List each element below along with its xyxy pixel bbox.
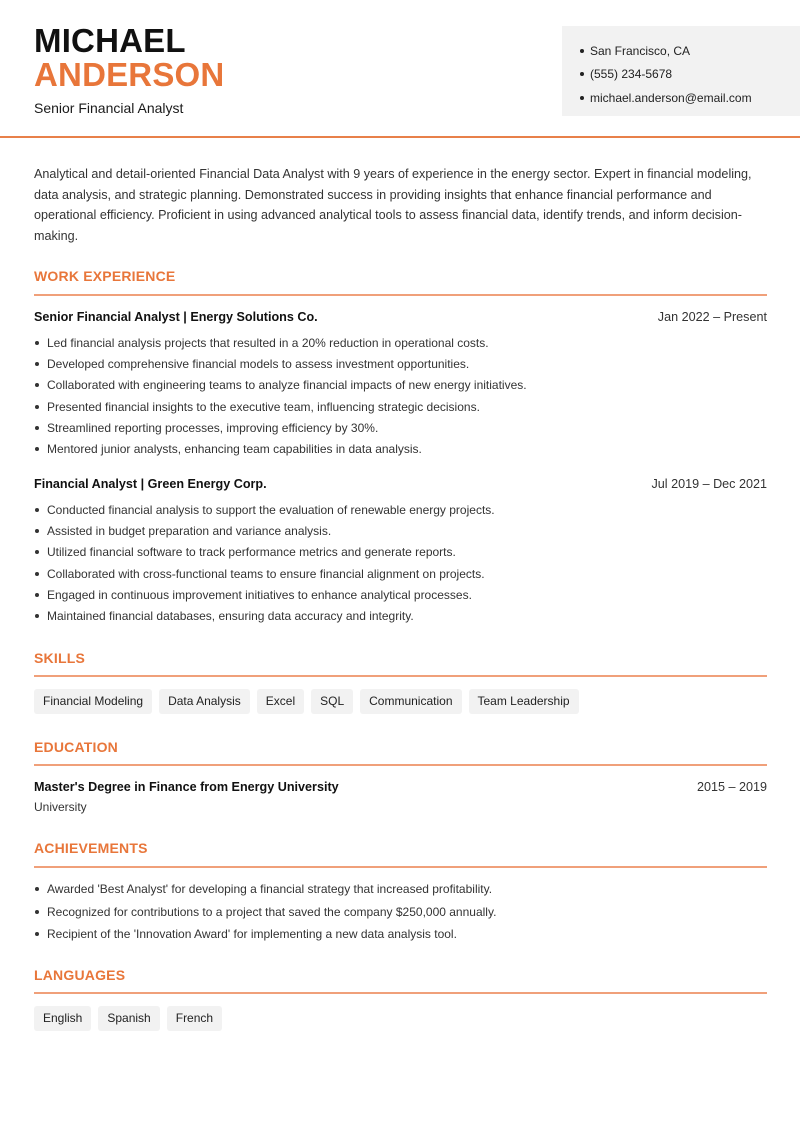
- professional-summary: Analytical and detail-oriented Financial Data Analyst with 9 years of experience in the energy sector. Expert in financial modeling, data analysis, and strategic planning. Demonstrated success in providing insights that enhance financial performance and operational efficiency. Proficient in using advanced analytical tools to assess financial data, identify trends, and inform decision-making.: [34, 167, 752, 243]
- section-divider: [34, 992, 767, 994]
- job-bullets: [34, 332, 767, 460]
- languages-list: [34, 1006, 222, 1031]
- skill-chip: Excel: [257, 689, 304, 714]
- bullet-text: Conducted financial analysis to support the evaluation of renewable energy projects.: [47, 502, 495, 517]
- job-dates: Jul 2019 – Dec 2021: [651, 477, 767, 491]
- education-header: [34, 780, 767, 794]
- language-chip: English: [34, 1006, 91, 1031]
- section-divider: [34, 294, 767, 296]
- bullet-icon: [580, 96, 584, 100]
- institution-name: University: [34, 800, 87, 814]
- contact-email: [580, 86, 800, 110]
- bullet-text: Collaborated with engineering teams to analyze financial impacts of new energy initiatives.: [47, 378, 527, 393]
- bullet-icon: [35, 508, 39, 512]
- contact-location: [580, 39, 800, 63]
- education-dates: 2015 – 2019: [696, 780, 767, 794]
- list-item: [34, 396, 767, 417]
- location-text: San Francisco, CA: [590, 43, 691, 58]
- bullet-text: Utilized financial software to track performance metrics and generate reports.: [47, 545, 456, 560]
- list-item: [34, 901, 767, 924]
- list-item: [34, 584, 767, 605]
- language-chip: Spanish: [98, 1006, 159, 1031]
- bullet-icon: [35, 426, 39, 430]
- bullet-icon: [35, 550, 39, 554]
- bullet-text: Assisted in budget preparation and variance analysis.: [47, 523, 332, 538]
- first-name: MICHAEL: [34, 22, 186, 59]
- bullet-icon: [35, 529, 39, 533]
- skill-chip: Communication: [360, 689, 461, 714]
- job-header: [34, 310, 767, 324]
- section-title-languages: LANGUAGES: [34, 967, 126, 983]
- bullet-icon: [35, 932, 39, 936]
- email-text: michael.anderson@email.com: [590, 90, 752, 105]
- bullet-icon: [35, 593, 39, 597]
- list-item: [34, 417, 767, 438]
- bullet-icon: [580, 49, 584, 53]
- bullet-text: Mentored junior analysts, enhancing team capabilities in data analysis.: [47, 442, 422, 457]
- skill-chip: Team Leadership: [469, 689, 579, 714]
- section-title-work: WORK EXPERIENCE: [34, 268, 176, 284]
- bullet-text: Streamlined reporting processes, improving efficiency by 30%.: [47, 420, 379, 435]
- job-role: Financial Analyst | Green Energy Corp.: [34, 477, 267, 491]
- skills-list: [34, 689, 579, 714]
- resume-header: [0, 0, 800, 138]
- section-title-skills: SKILLS: [34, 650, 85, 666]
- bullet-icon: [35, 405, 39, 409]
- job-dates: Jan 2022 – Present: [657, 310, 767, 324]
- list-item: [34, 542, 767, 563]
- list-item: [34, 923, 767, 946]
- language-chip: French: [167, 1006, 222, 1031]
- bullet-text: Collaborated with cross-functional teams to ensure financial alignment on projects.: [47, 566, 485, 581]
- section-divider: [34, 866, 767, 868]
- job-title: Senior Financial Analyst: [34, 100, 184, 116]
- section-divider: [34, 675, 767, 677]
- skill-chip: SQL: [311, 689, 353, 714]
- contact-box: [562, 26, 800, 116]
- bullet-icon: [35, 447, 39, 451]
- bullet-icon: [35, 341, 39, 345]
- section-title-achievements: ACHIEVEMENTS: [34, 840, 148, 856]
- bullet-icon: [35, 362, 39, 366]
- list-item: [34, 332, 767, 353]
- skill-chip: Financial Modeling: [34, 689, 152, 714]
- list-item: [34, 353, 767, 374]
- list-item: [34, 375, 767, 396]
- job-role: Senior Financial Analyst | Energy Solutions Co.: [34, 310, 318, 324]
- skill-chip: Data Analysis: [159, 689, 250, 714]
- contact-phone: [580, 63, 800, 87]
- bullet-text: Engaged in continuous improvement initiatives to enhance analytical processes.: [47, 587, 472, 602]
- phone-text: (555) 234-5678: [590, 67, 673, 82]
- job-header: [34, 477, 767, 491]
- section-title-education: EDUCATION: [34, 739, 118, 755]
- bullet-text: Led financial analysis projects that resulted in a 20% reduction in operational costs.: [47, 335, 489, 350]
- bullet-icon: [35, 887, 39, 891]
- list-item: [34, 499, 767, 520]
- section-divider: [34, 764, 767, 766]
- degree-title: Master's Degree in Finance from Energy University: [34, 780, 339, 794]
- list-item: [34, 878, 767, 901]
- bullet-text: Awarded 'Best Analyst' for developing a financial strategy that increased profitability.: [47, 882, 493, 897]
- list-item: [34, 563, 767, 584]
- bullet-icon: [35, 383, 39, 387]
- job-bullets: [34, 499, 767, 627]
- bullet-text: Maintained financial databases, ensuring data accuracy and integrity.: [47, 609, 414, 624]
- achievements-list: [34, 878, 767, 946]
- bullet-icon: [35, 614, 39, 618]
- bullet-text: Recipient of the 'Innovation Award' for implementing a new data analysis tool.: [47, 927, 457, 942]
- list-item: [34, 520, 767, 541]
- bullet-text: Presented financial insights to the executive team, influencing strategic decisions.: [47, 399, 480, 414]
- bullet-text: Recognized for contributions to a project that saved the company $250,000 annually.: [47, 904, 497, 919]
- last-name: ANDERSON: [34, 56, 225, 93]
- bullet-icon: [35, 910, 39, 914]
- bullet-text: Developed comprehensive financial models to assess investment opportunities.: [47, 356, 470, 371]
- bullet-icon: [580, 72, 584, 76]
- list-item: [34, 438, 767, 459]
- bullet-icon: [35, 572, 39, 576]
- list-item: [34, 605, 767, 626]
